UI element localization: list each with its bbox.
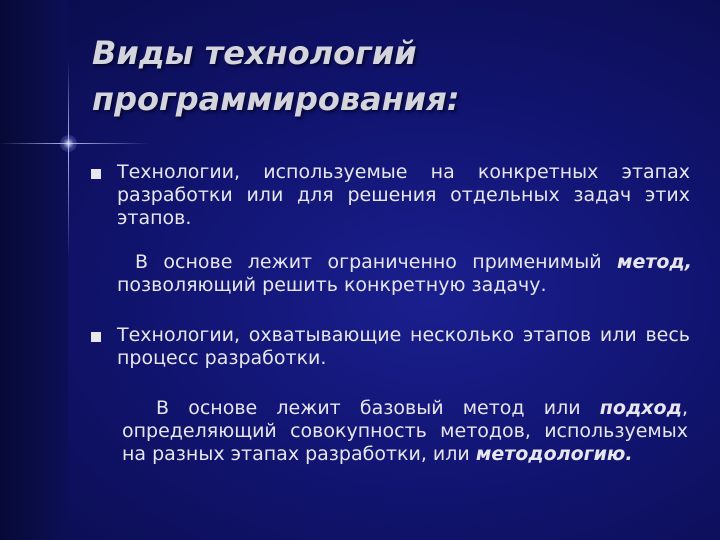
bullet-text: Технологии, используемые на конкретных этапах разработки или для решения отдельных задач этих этапов. [117,161,690,229]
note-text: позволяющий решить конкретную задачу. [117,274,547,296]
bullet-square-icon [91,169,101,179]
bullet-note [117,251,692,297]
slide-title-line-2: программирования: [92,80,460,118]
slide-title [92,30,692,122]
note-emphasis: подход [599,397,682,419]
bullet-note [122,397,688,466]
note-text: В основе лежит ограниченно применимый [135,251,617,273]
note-emphasis: методологию. [475,443,633,465]
star-sparkle-icon [60,135,77,152]
bullet-square-icon [91,332,101,342]
bullet-text: Технологии, охватывающие несколько этапов или весь процесс разработки. [117,324,690,369]
note-text: , определяющий совокупность методов, используемых на разных этапах разработки, или [122,397,688,465]
note-text: В основе лежит базовый метод или [156,397,600,419]
left-decorative-band [0,0,68,540]
note-emphasis: метод, [616,251,692,273]
slide-title-line-1: Виды технологий [92,34,417,72]
star-ray-vertical [68,60,69,260]
